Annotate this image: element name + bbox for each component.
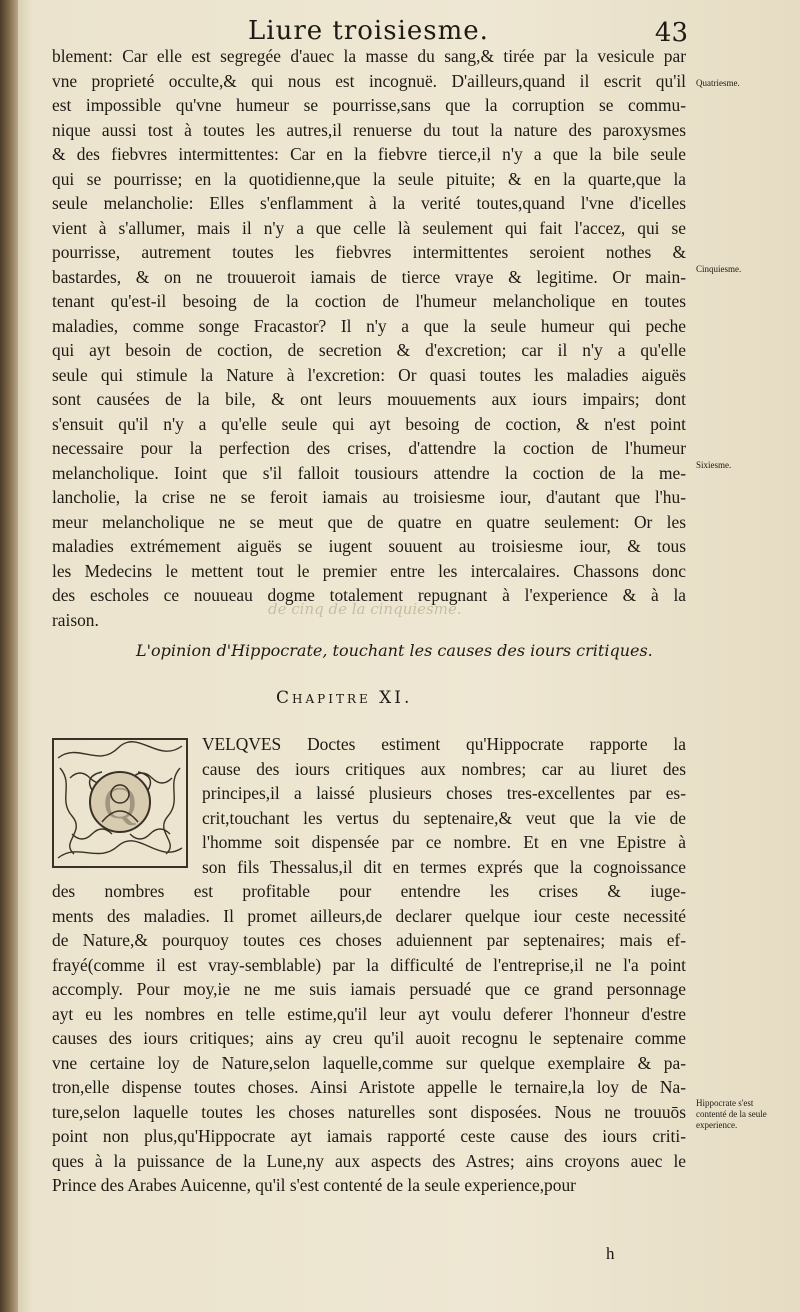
text-line: vient à s'allumer, mais il n'y a que celle là seulement qui fait l'accez, qui se (52, 217, 686, 238)
text-line: tron,elle dispense toutes choses. Ainsi Aristote appelle le ternaire,la loy de Na- (52, 1077, 686, 1097)
text-line: maladies, comme songe Fracastor? Il n'y a que la seule humeur qui peche (52, 315, 686, 336)
text-line: blement: Car elle est segregée d'auec la masse du sang,& tirée par la vesicule par (52, 46, 686, 66)
chapter-title: Chapitre XI. (276, 688, 413, 708)
text-line: melancholique. Ioint que s'il falloit tousiours attendre la coction de la me- (52, 462, 686, 483)
text-line: s'ensuit qu'il n'y a qu'elle seule qui ayt besoing de coction, & n'est point (52, 413, 686, 434)
text-line: maladies extrémement aiguës se iugent souuent au troisiesme iour, & tous (52, 536, 686, 556)
text-line: ques à la puissance de la Lune,ny aux aspects des Astres; ains croyons auec le (52, 1150, 686, 1171)
text-line: les Medecins le mettent tout le premier entre les intercalaires. Chassons donc (52, 560, 686, 581)
text-line: tenant qu'est-il besoing de la coction de l'humeur melancholique en toutes (52, 291, 686, 311)
page-number: 43 (654, 18, 688, 48)
decorated-initial-q-icon (52, 738, 188, 868)
text-line: qui se pourrisse; en la quotidienne,que la seule pituite; & en la quarte,que la (52, 168, 686, 189)
text-line: des escholes ce nouueau dogme totalement repugnant à l'experience & à la (52, 585, 686, 605)
text-line: meur melancholique ne se meut que de quatre en quatre seulement: Or les (52, 511, 686, 532)
body-text-block-2 (202, 732, 686, 879)
text-line: causes des iours critiques; ains ay creu qu'il auoit recognu le septenaire comme (52, 1028, 686, 1048)
text-line: necessaire pour la perfection des crises, d'attendre la coction de l'humeur (52, 438, 686, 458)
book-binding (0, 0, 18, 1312)
text-line: VELQVES Doctes estiment qu'Hippocrate rapporte la (202, 734, 686, 754)
text-line: pourrisse, autrement toutes les fiebvres intermittentes seroient nothes & (52, 242, 686, 262)
book-page (18, 0, 800, 1312)
text-line: nique aussi tost à toutes les autres,il renuerse du tout la nature des paroxysmes (52, 119, 686, 140)
text-line: seule qui stimule la Nature à l'excretion: Or quasi toutes les maladies aiguës (52, 364, 686, 385)
body-text-block-3 (52, 879, 686, 1198)
text-line: ayt eu les nombres en telle estime,qu'il leur ayt voulu deferer l'honneur d'estre (52, 1003, 686, 1024)
margin-note-cinquiesme: Cinquiesme. (696, 264, 742, 274)
show-through-text: de cinq de la cinquiesme. (268, 600, 462, 618)
text-line: vne certaine loy de Nature,selon laquelle,comme sur quelque exemplaire & pa- (52, 1052, 686, 1073)
decorated-initial-icon (52, 738, 188, 868)
text-line: bastardes, & on ne trouueroit iamais de tierce vraye & legitime. Or main- (52, 266, 686, 287)
text-line: son fils Thessalus,il dit en termes exprés que la cognoissance (202, 856, 686, 877)
text-line: seule melancholie: Elles s'enflamment à la verité toutes,quand l'vne d'icelles (52, 193, 686, 213)
margin-note-sixiesme: Sixiesme. (696, 460, 732, 470)
text-line: & des fiebvres intermittentes: Car en la fiebvre tierce,il n'y a que la bile seule (52, 144, 686, 164)
section-heading: L'opinion d'Hippocrate, touchant les causes des iours critiques. (136, 641, 653, 660)
text-line: Prince des Arabes Auicenne, qu'il s'est contenté de la seule experience,pour (52, 1175, 576, 1195)
text-line: ments des maladies. Il promet ailleurs,de declarer quelque iour ceste necessité (52, 905, 686, 926)
text-line: qui ayt besoin de coction, de secretion & d'excretion; car il n'y a qu'elle (52, 340, 686, 360)
margin-note-hippocrate-line-1: Hippocrate s'est (696, 1098, 754, 1108)
margin-note-quatriesme: Quatriesme. (696, 78, 740, 88)
text-line: l'homme soit dispensée par ce nombre. Et en vne Epistre à (202, 832, 686, 852)
text-line: crit,touchant les vertus du septenaire,& veut que la vie de (202, 807, 686, 828)
body-text-block-1 (52, 44, 686, 632)
initial-letter: Q (103, 777, 137, 828)
text-line: cause des iours critiques aux nombres; car au liuret des (202, 758, 686, 779)
text-line: des nombres est profitable pour entendre les crises & iuge- (52, 881, 686, 901)
running-title: Liure troisiesme. (248, 16, 489, 46)
text-line: ture,selon laquelle toutes les choses naturelles sont disposées. Nous ne trouuōs (52, 1101, 686, 1122)
text-line: de Nature,& pourquoy toutes ces choses aduiennent par septenaires; mais ef- (52, 930, 686, 950)
signature-mark: h (606, 1244, 615, 1263)
text-line: vne proprieté occulte,& qui nous est incognuë. D'ailleurs,quand il escrit qu'il (52, 70, 686, 91)
text-line: lancholie, la crise ne se feroit iamais au troisiesme iour, d'autant que l'hu- (52, 487, 686, 507)
text-line: est impossible qu'vne humeur se pourrisse,sans que la corruption se commu- (52, 95, 686, 115)
text-line: sont causées de la bile, & ont leurs mouuements aux iours impairs; dont (52, 389, 686, 409)
text-line: principes,il a laissé plusieurs choses tres-excellentes par es- (202, 783, 686, 803)
margin-note-hippocrate-line-3: experience. (696, 1120, 738, 1130)
text-line: raison. (52, 609, 99, 630)
text-line: frayé(comme il est vray-semblable) par la difficulté de l'entreprise,il ne l'a point (52, 954, 686, 975)
margin-note-hippocrate-line-2: contenté de la seule (696, 1109, 767, 1119)
text-line: point non plus,qu'Hippocrate ayt iamais rapporté ceste cause des iours criti- (52, 1126, 686, 1146)
text-line: accomply. Pour moy,ie ne me suis iamais persuadé que ce grand personnage (52, 979, 686, 999)
